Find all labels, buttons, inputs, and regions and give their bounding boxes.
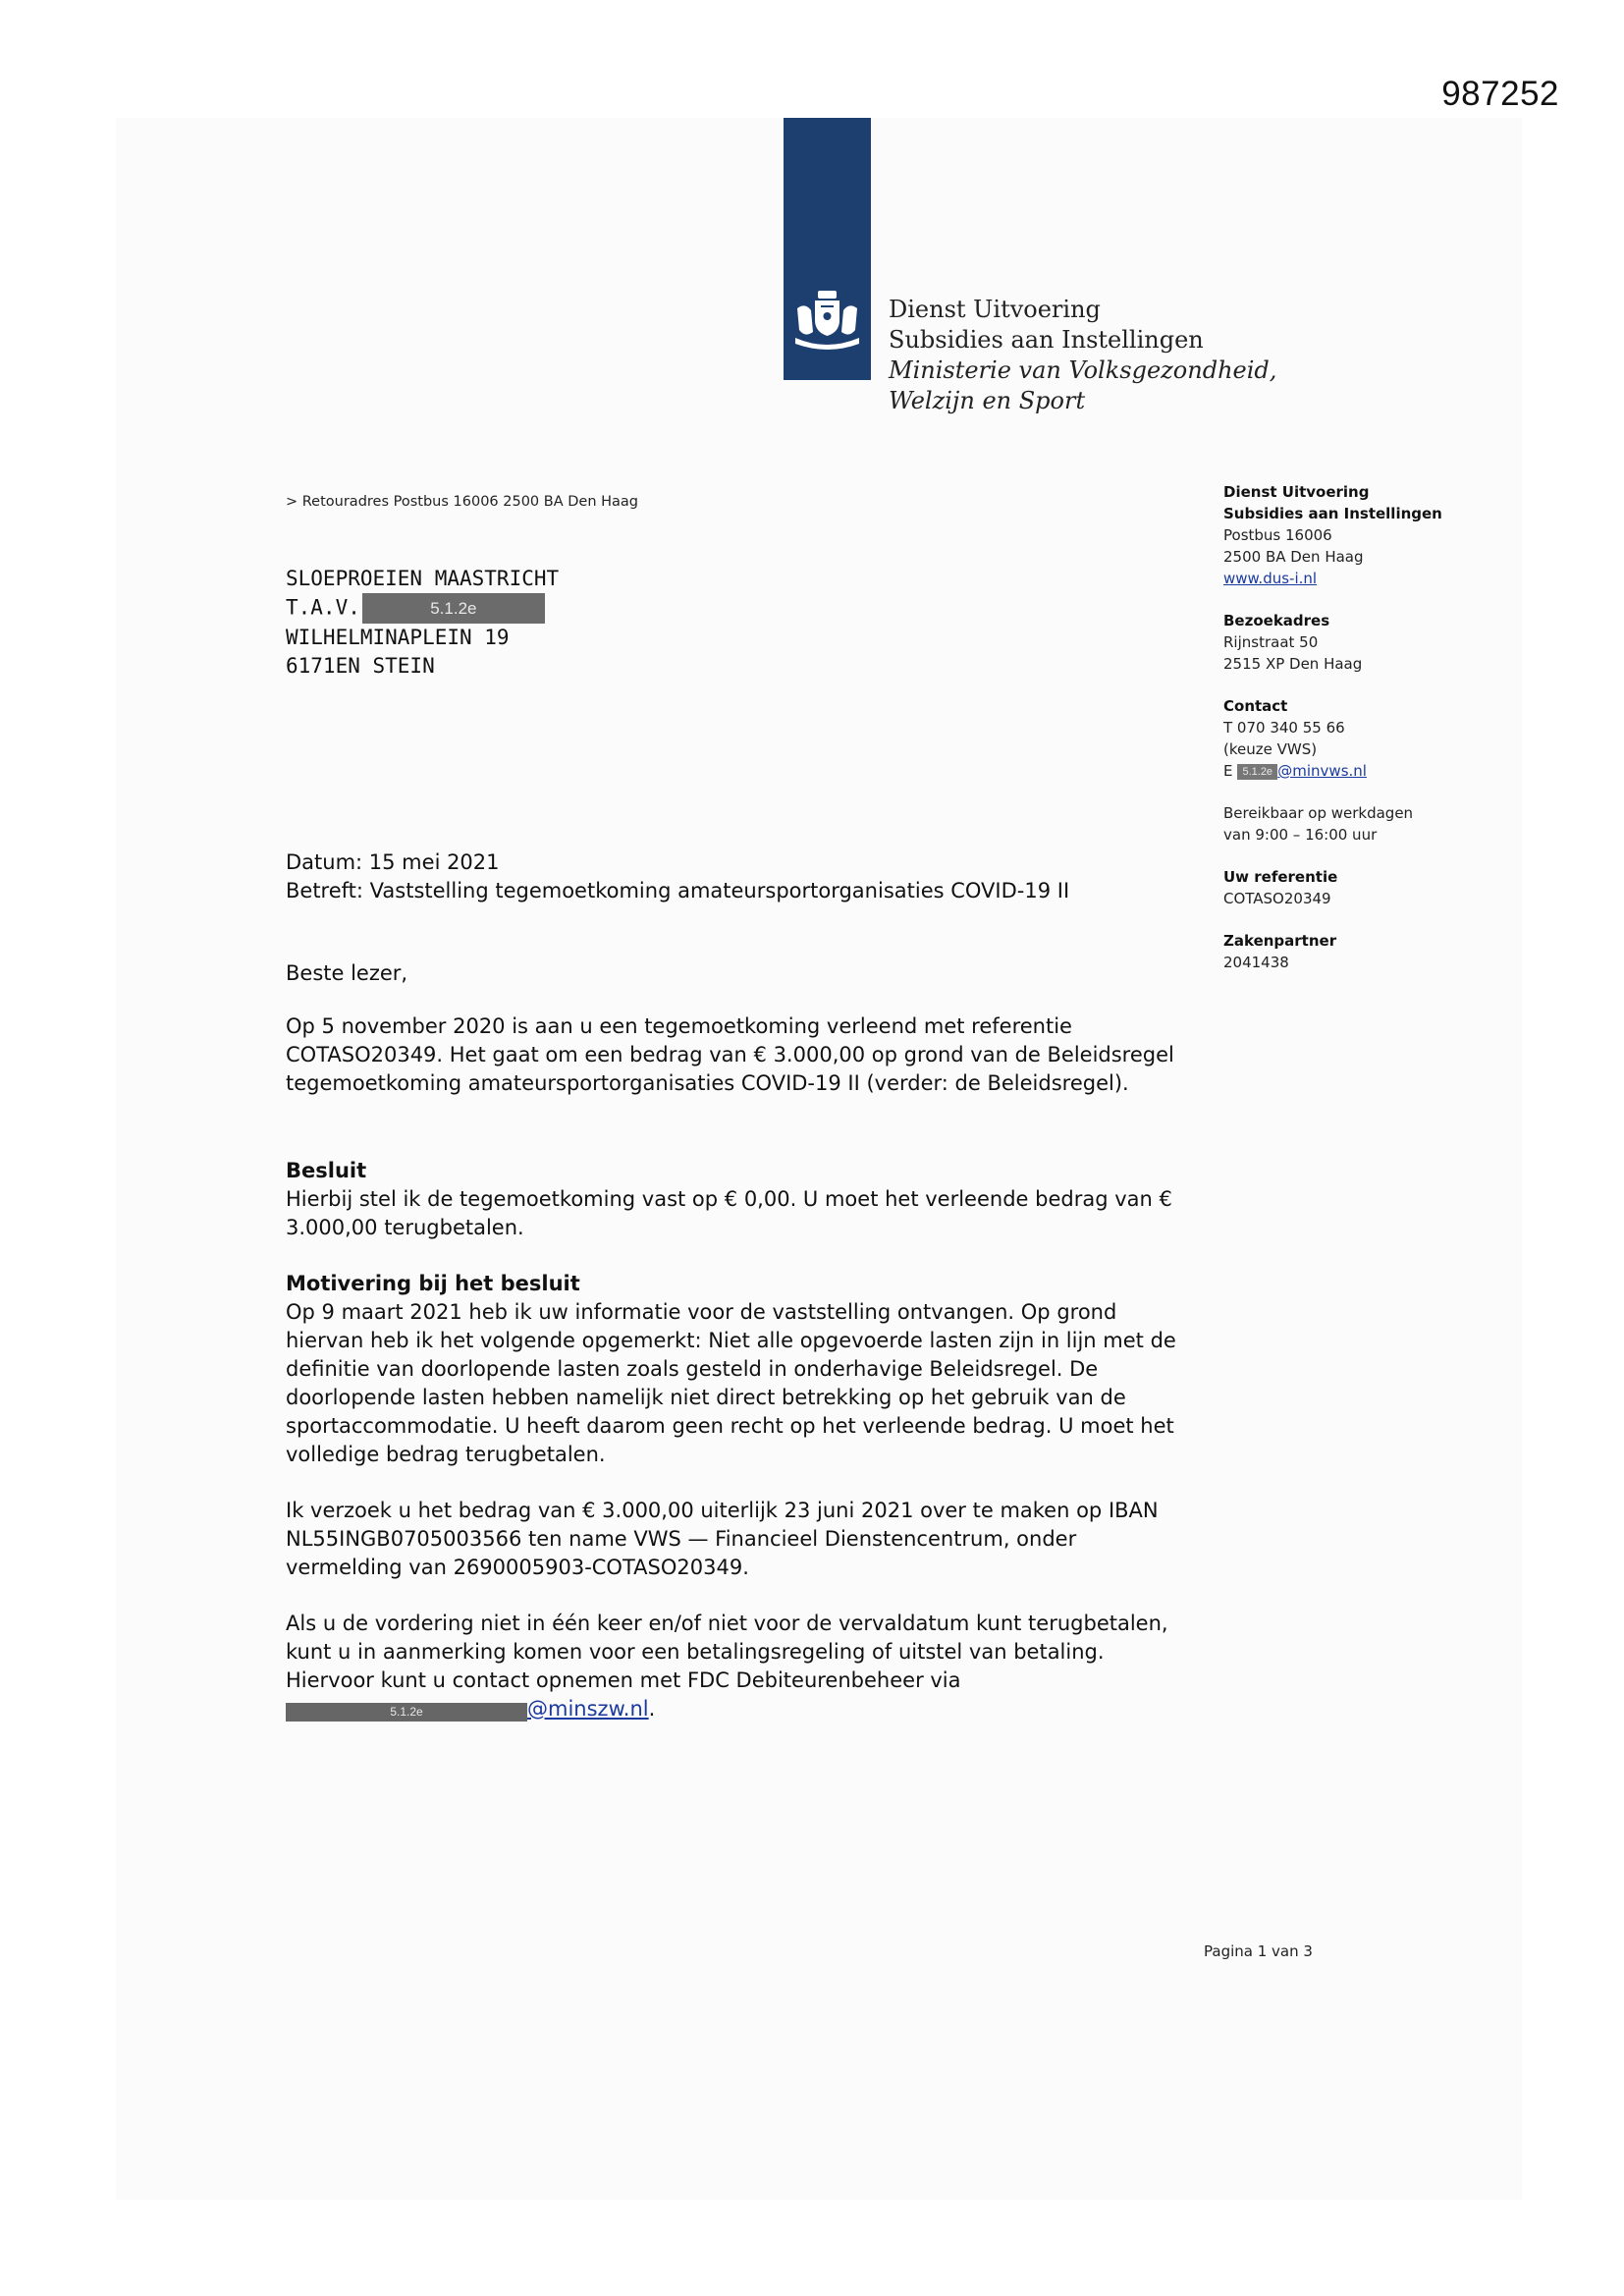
contact-phone: T 070 340 55 66	[1223, 719, 1345, 737]
decision-heading: Besluit	[286, 1159, 367, 1182]
arrangement-end: .	[648, 1697, 656, 1721]
sender-info-column	[1223, 481, 1479, 994]
coat-of-arms-icon	[791, 287, 863, 355]
recipient-attention-line	[286, 593, 559, 624]
letter-subject: Betreft: Vaststelling tegemoetkoming amateursportorganisaties COVID-19 II	[286, 879, 1070, 902]
redaction-box: 5.1.2e	[362, 593, 545, 624]
sender-postbus: Postbus 16006	[1223, 526, 1332, 544]
letter-date: Datum: 15 mei 2021	[286, 850, 500, 874]
motivation-paragraph: Op 9 maart 2021 heb ik uw informatie voor de vaststelling ontvangen. Op grond hiervan heb ik het volgende opgemerkt: Niet alle opgevoerde lasten zijn in lijn met de definitie van doorlopende lasten zoals gesteld in onderhavige Beleidsregel. De doorlopende lasten hebben namelijk niet direct betrekking op het gebruik van de sportaccommodatie. U heeft daarom geen recht op het verleende bedrag. U moet het volledige bedrag terugbetalen.	[286, 1300, 1176, 1466]
logo-line-3: Ministerie van Volksgezondheid,	[889, 356, 1277, 384]
return-address: > Retouradres Postbus 16006 2500 BA Den Haag	[286, 494, 639, 510]
page-number: Pagina 1 van 3	[1204, 1942, 1313, 1960]
arrangement-paragraph	[286, 1610, 1189, 1723]
contact-email-line	[1223, 760, 1479, 782]
arrangement-text: Als u de vordering niet in één keer en/of niet voor de vervaldatum kunt terugbetalen, kunt u in aanmerking komen voor een betalingsregeling of uitstel van betaling. Hiervoor kunt u contact opnemen met FDC Debiteurenbeheer via	[286, 1612, 1168, 1692]
organization-logo-text	[889, 295, 1276, 416]
visit-address	[1223, 610, 1479, 675]
partner-value: 2041438	[1223, 954, 1289, 971]
email-redaction-box: 5.1.2e	[286, 1703, 527, 1722]
visit-street: Rijnstraat 50	[1223, 633, 1319, 651]
sender-org-line-2: Subsidies aan Instellingen	[1223, 505, 1442, 522]
recipient-name: SLOEPROEIEN MAASTRICHT	[286, 567, 560, 590]
visit-city: 2515 XP Den Haag	[1223, 655, 1363, 673]
email-redaction-box: 5.1.2e	[1237, 764, 1277, 780]
debt-management-email-link[interactable]: @minszw.nl	[527, 1697, 649, 1721]
logo-line-2: Subsidies aan Instellingen	[889, 326, 1204, 354]
logo-line-4: Welzijn en Sport	[889, 387, 1086, 414]
logo-line-1: Dienst Uitvoering	[889, 296, 1101, 323]
email-link[interactable]: @minvws.nl	[1277, 762, 1367, 780]
partner-block	[1223, 930, 1479, 973]
email-prefix: E	[1223, 762, 1233, 780]
contact-block	[1223, 695, 1479, 782]
salutation: Beste lezer,	[286, 961, 408, 985]
intro-paragraph: Op 5 november 2020 is aan u een tegemoetkoming verleend met referentie COTASO20349. Het gaat om een bedrag van € 3.000,00 op grond van de Beleidsregel tegemoetkoming amateursportorganisaties COVID-19 II (verder: de Beleidsregel).	[286, 1014, 1174, 1095]
recipient-address-block	[286, 565, 559, 681]
letter-body	[286, 848, 1189, 1723]
document-number: 987252	[1441, 75, 1559, 113]
hours-line-2: van 9:00 – 16:00 uur	[1223, 826, 1378, 844]
hours-line-1: Bereikbaar op werkdagen	[1223, 804, 1414, 822]
reference-value: COTASO20349	[1223, 890, 1331, 907]
reference-heading: Uw referentie	[1223, 868, 1338, 886]
contact-heading: Contact	[1223, 697, 1288, 715]
sender-postcode-city: 2500 BA Den Haag	[1223, 548, 1364, 566]
payment-paragraph: Ik verzoek u het bedrag van € 3.000,00 uiterlijk 23 juni 2021 over te maken op IBAN NL55INGB0705003566 ten name VWS — Financieel Dienstencentrum, onder vermelding van 2690005903-COTASO20349.	[286, 1499, 1159, 1579]
recipient-street: WILHELMINAPLEIN 19	[286, 626, 510, 649]
contact-choice: (keuze VWS)	[1223, 740, 1318, 758]
government-logo-bar	[784, 118, 871, 380]
motivation-heading: Motivering bij het besluit	[286, 1272, 580, 1295]
attention-prefix: T.A.V.	[286, 595, 360, 620]
opening-hours	[1223, 802, 1479, 846]
website-link[interactable]: www.dus-i.nl	[1223, 570, 1318, 587]
decision-paragraph: Hierbij stel ik de tegemoetkoming vast op € 0,00. U moet het verleende bedrag van € 3.000,00 terugbetalen.	[286, 1187, 1172, 1239]
reference-block	[1223, 866, 1479, 909]
sender-org-line-1: Dienst Uitvoering	[1223, 483, 1370, 501]
recipient-city: 6171EN STEIN	[286, 654, 435, 678]
partner-heading: Zakenpartner	[1223, 932, 1337, 950]
visit-heading: Bezoekadres	[1223, 612, 1330, 629]
sender-address	[1223, 481, 1479, 589]
